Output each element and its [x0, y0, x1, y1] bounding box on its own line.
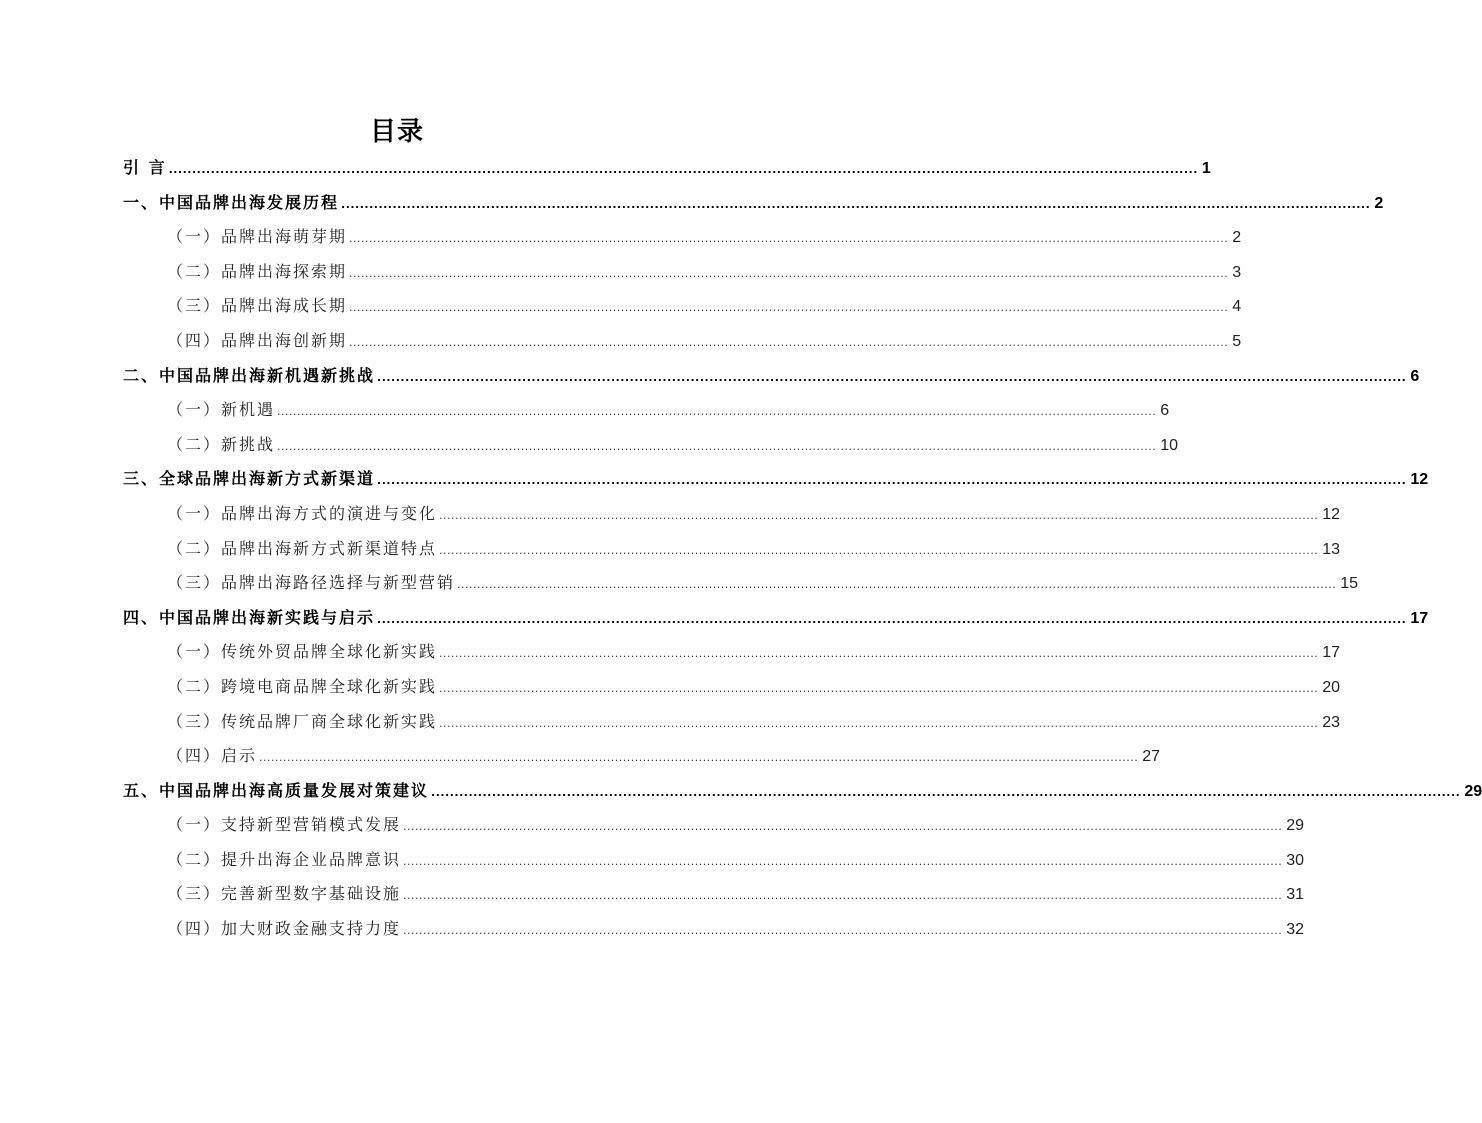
toc-entry-title: （二）跨境电商品牌全球化新实践: [167, 676, 438, 696]
toc-section-entry[interactable]: [123, 532, 1341, 567]
toc-entry-title: （三）品牌出海路径选择与新型营销: [167, 573, 456, 593]
dot-leader: ............................................................................................................................................................................................................................: [349, 232, 1229, 246]
toc-page-number: 17: [1410, 609, 1429, 627]
toc-entry-title: 引 言: [123, 158, 167, 177]
toc-page-number: 1: [1201, 160, 1211, 177]
toc-page-number: 2: [1232, 229, 1242, 247]
toc-page-number: 20: [1322, 678, 1341, 696]
toc-page-number: 27: [1142, 748, 1161, 766]
toc-entry-title: （二）提升出海企业品牌意识: [167, 849, 402, 869]
dot-leader: ............................................................................................................................................................................................................................: [377, 612, 1407, 626]
dot-leader: ............................................................................................................................................................................................................................: [403, 854, 1283, 868]
toc-entry-title: （四）品牌出海创新期: [167, 330, 348, 350]
toc-entry-title: 四、中国品牌出海新实践与启示: [123, 607, 376, 627]
toc-entry-title: （二）品牌出海探索期: [167, 261, 348, 281]
toc-section-entry[interactable]: [123, 393, 1170, 428]
toc-page-number: 13: [1322, 540, 1341, 558]
dot-leader: ............................................................................................................................................................................................................................: [259, 751, 1139, 765]
toc-section-entry[interactable]: [123, 428, 1179, 463]
toc-section-entry[interactable]: [123, 670, 1341, 705]
page-title: 目录: [369, 117, 424, 147]
table-of-contents: [123, 151, 1482, 947]
toc-entry-title: （一）传统外贸品牌全球化新实践: [167, 642, 438, 662]
toc-page-number: 30: [1286, 851, 1305, 869]
toc-entry-title: （三）品牌出海成长期: [167, 296, 348, 316]
dot-leader: ............................................................................................................................................................................................................................: [431, 785, 1461, 799]
toc-entry-title: （一）品牌出海萌芽期: [167, 227, 348, 247]
toc-chapter-entry[interactable]: [123, 151, 1211, 186]
dot-leader: ............................................................................................................................................................................................................................: [377, 474, 1407, 488]
toc-entry-title: （二）品牌出海新方式新渠道特点: [167, 538, 438, 558]
toc-chapter-entry[interactable]: [123, 359, 1420, 394]
dot-leader: ............................................................................................................................................................................................................................: [341, 197, 1371, 211]
toc-section-entry[interactable]: [123, 912, 1305, 947]
toc-page-number: 4: [1232, 298, 1242, 316]
dot-leader: ............................................................................................................................................................................................................................: [377, 370, 1407, 384]
toc-entry-title: （一）新机遇: [167, 400, 276, 420]
toc-page-number: 2: [1374, 194, 1384, 212]
toc-entry-title: 一、中国品牌出海发展历程: [123, 192, 340, 212]
toc-page-number: 6: [1410, 367, 1420, 385]
dot-leader: ............................................................................................................................................................................................................................: [457, 578, 1337, 592]
dot-leader: ............................................................................................................................................................................................................................: [277, 439, 1157, 453]
toc-page-number: 23: [1322, 713, 1341, 731]
toc-section-entry[interactable]: [123, 843, 1305, 878]
toc-chapter-entry[interactable]: [123, 601, 1429, 636]
toc-page-number: 29: [1286, 817, 1305, 835]
toc-entry-title: （四）加大财政金融支持力度: [167, 919, 402, 939]
toc-chapter-entry[interactable]: [123, 462, 1429, 497]
dot-leader: ............................................................................................................................................................................................................................: [439, 681, 1319, 695]
toc-page-number: 10: [1160, 436, 1179, 454]
toc-page-number: 5: [1232, 332, 1242, 350]
toc-section-entry[interactable]: [123, 255, 1242, 290]
toc-section-entry[interactable]: [123, 324, 1242, 359]
toc-section-entry[interactable]: [123, 808, 1305, 843]
toc-section-entry[interactable]: [123, 635, 1341, 670]
dot-leader: ............................................................................................................................................................................................................................: [403, 924, 1283, 938]
toc-section-entry[interactable]: [123, 566, 1359, 601]
dot-leader: ............................................................................................................................................................................................................................: [168, 163, 1198, 176]
toc-chapter-entry[interactable]: [123, 186, 1384, 221]
toc-entry-title: （三）完善新型数字基础设施: [167, 884, 402, 904]
toc-entry-title: （二）新挑战: [167, 434, 276, 454]
toc-entry-title: 三、全球品牌出海新方式新渠道: [123, 469, 376, 489]
toc-page-number: 17: [1322, 644, 1341, 662]
toc-page-number: 6: [1160, 402, 1170, 420]
toc-page-number: 31: [1286, 886, 1305, 904]
dot-leader: ............................................................................................................................................................................................................................: [349, 266, 1229, 280]
dot-leader: ............................................................................................................................................................................................................................: [403, 820, 1283, 834]
toc-section-entry[interactable]: [123, 877, 1305, 912]
dot-leader: ............................................................................................................................................................................................................................: [439, 508, 1319, 522]
toc-section-entry[interactable]: [123, 289, 1242, 324]
toc-entry-title: 二、中国品牌出海新机遇新挑战: [123, 365, 376, 385]
toc-page-number: 12: [1322, 505, 1341, 523]
toc-entry-title: （四）启示: [167, 746, 258, 766]
toc-section-entry[interactable]: [123, 739, 1161, 774]
toc-chapter-entry[interactable]: [123, 774, 1482, 809]
dot-leader: ............................................................................................................................................................................................................................: [277, 405, 1157, 419]
dot-leader: ............................................................................................................................................................................................................................: [403, 889, 1283, 903]
toc-entry-title: （一）支持新型营销模式发展: [167, 815, 402, 835]
dot-leader: ............................................................................................................................................................................................................................: [439, 716, 1319, 730]
toc-page-number: 15: [1340, 575, 1359, 593]
toc-page-number: 32: [1286, 921, 1305, 939]
dot-leader: ............................................................................................................................................................................................................................: [439, 543, 1319, 557]
toc-entry-title: （一）品牌出海方式的演进与变化: [167, 503, 438, 523]
toc-entry-title: 五、中国品牌出海高质量发展对策建议: [123, 780, 430, 800]
toc-section-entry[interactable]: [123, 497, 1341, 532]
toc-page-number: 29: [1464, 782, 1482, 800]
toc-section-entry[interactable]: [123, 705, 1341, 740]
dot-leader: ............................................................................................................................................................................................................................: [349, 301, 1229, 315]
toc-page-number: 3: [1232, 263, 1242, 281]
dot-leader: ............................................................................................................................................................................................................................: [349, 335, 1229, 349]
toc-section-entry[interactable]: [123, 220, 1242, 255]
toc-page-number: 12: [1410, 471, 1429, 489]
dot-leader: ............................................................................................................................................................................................................................: [439, 647, 1319, 661]
toc-entry-title: （三）传统品牌厂商全球化新实践: [167, 711, 438, 731]
